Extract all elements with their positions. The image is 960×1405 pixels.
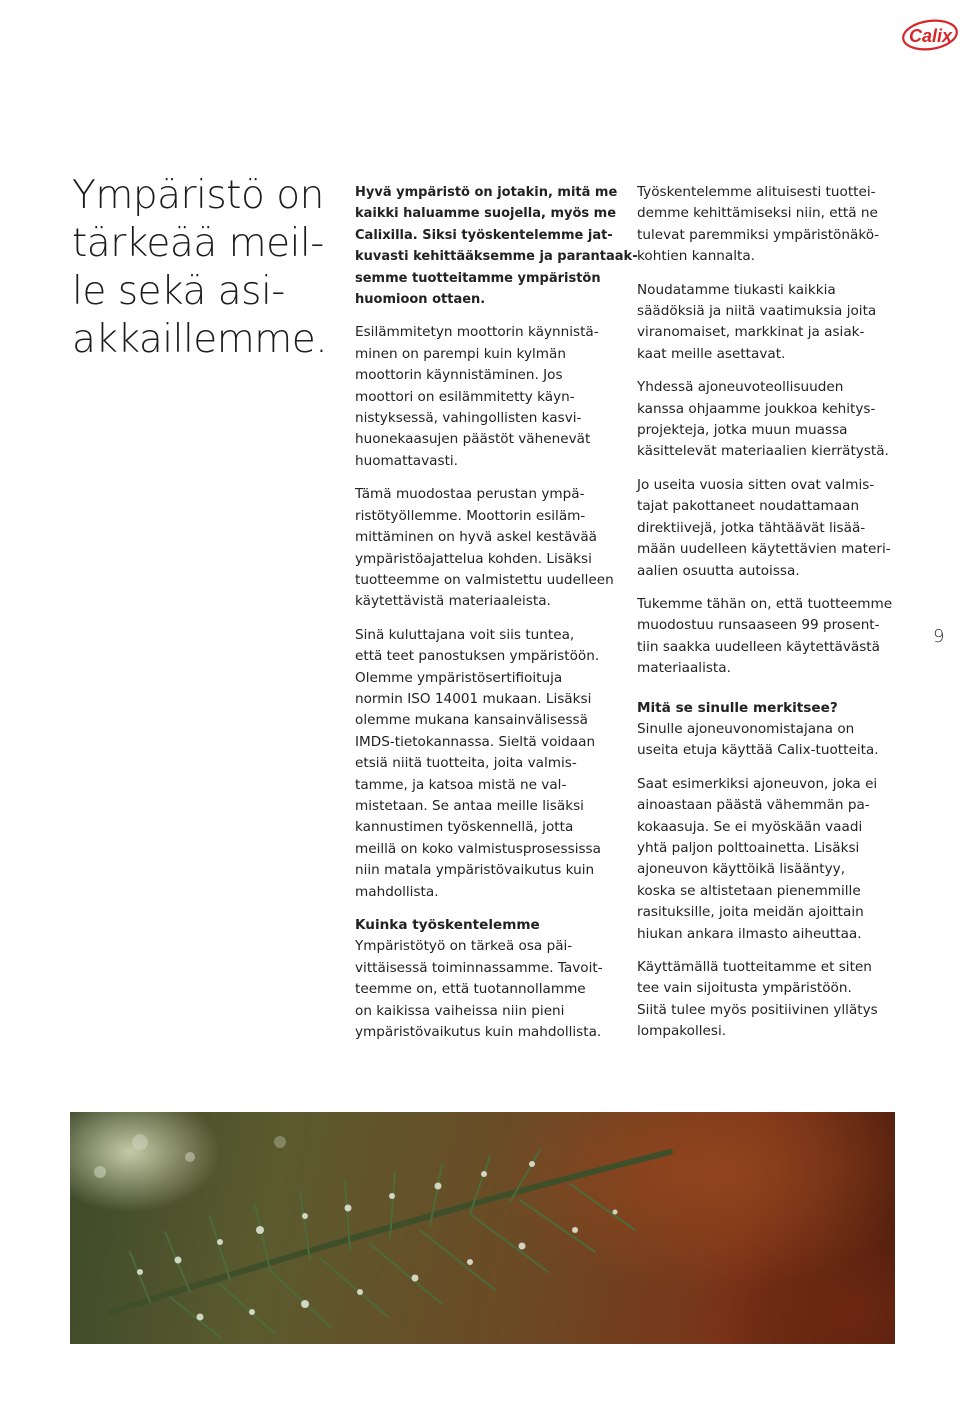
text-line: on kaikissa vaiheissa niin pieni xyxy=(355,1002,565,1019)
text-line: materiaalista. xyxy=(637,660,731,677)
frosted-branch-photo xyxy=(70,1112,895,1344)
headline-line: le sekä asi- xyxy=(72,269,285,314)
text-line: käytettävistä materiaaleista. xyxy=(355,593,551,610)
text-line: kuvasti kehittääksemme ja parantaak- xyxy=(355,249,638,265)
paragraph xyxy=(355,484,620,612)
calix-logo xyxy=(902,18,958,52)
text-line: huonekaasujen päästöt vähenevät xyxy=(355,431,591,448)
section-heading: Mitä se sinulle merkitsee? xyxy=(637,699,838,716)
text-line: mittäminen on hyvä askel kestävää xyxy=(355,529,598,546)
text-line: demme kehittämiseksi niin, että ne xyxy=(637,205,878,222)
text-line: ympäristöajattelua kohden. Lisäksi xyxy=(355,550,592,567)
text-line: koska se altistetaan pienemmille xyxy=(637,882,861,899)
text-line: ajoneuvon käyttöikä lisääntyy, xyxy=(637,861,846,878)
text-line: Sinulle ajoneuvonomistajana on xyxy=(637,720,855,737)
text-line: Yhdessä ajoneuvoteollisuuden xyxy=(637,379,844,396)
paragraph xyxy=(637,957,907,1043)
text-line: viranomaiset, markkinat ja asiak- xyxy=(637,324,865,341)
text-line: säädöksiä ja niitä vaatimuksia joita xyxy=(637,303,877,320)
text-line: teemme on, että tuotannollamme xyxy=(355,981,586,998)
text-line: tajat pakottaneet noudattamaan xyxy=(637,498,860,515)
text-line: rasituksille, joita meidän ajoittain xyxy=(637,904,864,921)
text-line: Käyttämällä tuotteitamme et siten xyxy=(637,959,872,975)
paragraph xyxy=(637,698,907,762)
text-line: tiin saakka uudelleen käytettävästä xyxy=(637,638,880,655)
text-line: Noudatamme tiukasti kaikkia xyxy=(637,281,836,298)
text-line: normin ISO 14001 mukaan. Lisäksi xyxy=(355,690,592,707)
text-line: kaikki haluamme suojella, myös me xyxy=(355,206,617,222)
text-line: lompakollesi. xyxy=(637,1023,727,1040)
text-line: olemme mukana kansainvälisessä xyxy=(355,712,588,729)
text-line: yhtä paljon polttoainetta. Lisäksi xyxy=(637,839,860,856)
text-line: Hyvä ympäristö on jotakin, mitä me xyxy=(355,185,618,200)
paragraph xyxy=(355,625,620,903)
text-line: semme tuotteitamme ympäristön xyxy=(355,270,601,286)
paragraph xyxy=(637,475,907,582)
text-line: käsittelevät materiaalien kierrätystä. xyxy=(637,443,889,460)
paragraph xyxy=(355,915,620,1043)
text-line: ainoastaan päästä vähemmän pa- xyxy=(637,797,870,814)
text-line: Sinä kuluttajana voit siis tuntea, xyxy=(355,626,575,643)
text-line: tuotteemme on valmistettu uudelleen xyxy=(355,571,614,588)
text-line: Tämä muodostaa perustan ympä- xyxy=(355,486,585,503)
text-line: Saat esimerkiksi ajoneuvon, joka ei xyxy=(637,775,878,792)
text-line: huomattavasti. xyxy=(355,452,458,469)
intro-paragraph xyxy=(355,182,638,310)
text-line: direktiivejä, jotka tähtäävät lisää- xyxy=(637,519,866,536)
text-line: mistetaan. Se antaa meille lisäksi xyxy=(355,797,584,814)
logo-wordmark: Calix xyxy=(909,26,953,46)
paragraph xyxy=(637,377,907,463)
text-line: aalien osuutta autoissa. xyxy=(637,562,800,579)
text-line: hiukan ankara ilmasto aiheuttaa. xyxy=(637,925,862,942)
text-line: kokaasuja. Se ei myöskään vaadi xyxy=(637,818,863,835)
text-line: Calixilla. Siksi työskentelemme jat- xyxy=(355,227,613,243)
text-line: mahdollista. xyxy=(355,883,439,900)
text-line: moottori on esilämmitetty käyn- xyxy=(355,388,575,405)
text-line: kohtien kannalta. xyxy=(637,248,756,265)
headline-line: tärkeää meil- xyxy=(72,221,324,266)
text-line: ristötyöllemme. Moottorin esiläm- xyxy=(355,507,586,524)
text-line: kanssa ohjaamme joukkoa kehitys- xyxy=(637,400,876,417)
text-line: muodostuu runsaaseen 99 prosent- xyxy=(637,617,880,634)
text-line: useita etuja käyttää Calix-tuotteita. xyxy=(637,742,879,759)
text-line: projekteja, jotka muun muassa xyxy=(637,422,848,439)
text-line: että teet panostuksen ympäristöön. xyxy=(355,648,600,665)
headline-line: akkaillemme. xyxy=(72,317,328,362)
text-line: tulevat paremmiksi ympäristönäkö- xyxy=(637,226,880,243)
text-line: Olemme ympäristösertifioituja xyxy=(355,669,563,686)
text-line: kannustimen työskennellä, jotta xyxy=(355,819,574,836)
text-line: kaat meille asettavat. xyxy=(637,345,786,362)
paragraph xyxy=(637,594,907,680)
section-heading: Kuinka työskentelemme xyxy=(355,917,540,933)
page-headline xyxy=(72,172,347,364)
text-line: tamme, ja katsoa mistä ne val- xyxy=(355,776,567,793)
text-line: moottorin käynnistäminen. Jos xyxy=(355,367,563,384)
text-line: meillä on koko valmistusprosessissa xyxy=(355,840,601,857)
text-line: Jo useita vuosia sitten ovat valmis- xyxy=(637,476,875,493)
text-line: niin matala ympäristövaikutus kuin xyxy=(355,862,595,879)
paragraph xyxy=(637,280,907,366)
text-line: mään uudelleen käytettävien materi- xyxy=(637,541,891,558)
text-line: huomioon ottaen. xyxy=(355,292,486,308)
text-line: Siitä tulee myös positiivinen yllätys xyxy=(637,1001,878,1018)
text-line: nistyksessä, vahingollisten kasvi- xyxy=(355,410,582,427)
right-column xyxy=(637,182,907,1055)
text-line: minen on parempi kuin kylmän xyxy=(355,345,566,362)
text-line: Ympäristötyö on tärkeä osa päi- xyxy=(355,938,573,955)
page-number: 9 xyxy=(933,626,945,647)
text-line: Tukemme tähän on, että tuotteemme xyxy=(637,595,893,612)
text-line: ympäristövaikutus kuin mahdollista. xyxy=(355,1024,602,1041)
paragraph xyxy=(637,182,907,268)
text-line: Esilämmitetyn moottorin käynnistä- xyxy=(355,324,599,341)
middle-column xyxy=(355,182,638,1055)
text-line: Työskentelemme alituisesti tuottei- xyxy=(637,184,876,200)
text-line: vittäisessä toiminnassamme. Tavoit- xyxy=(355,959,603,976)
paragraph xyxy=(355,322,620,472)
headline-line: Ympäristö on xyxy=(72,173,324,218)
text-line: etsiä niitä tuotteita, joita valmis- xyxy=(355,755,577,772)
text-line: IMDS-tietokannassa. Sieltä voidaan xyxy=(355,733,596,750)
text-line: tee vain sijoitusta ympäristöön. xyxy=(637,980,852,997)
paragraph xyxy=(637,774,907,945)
